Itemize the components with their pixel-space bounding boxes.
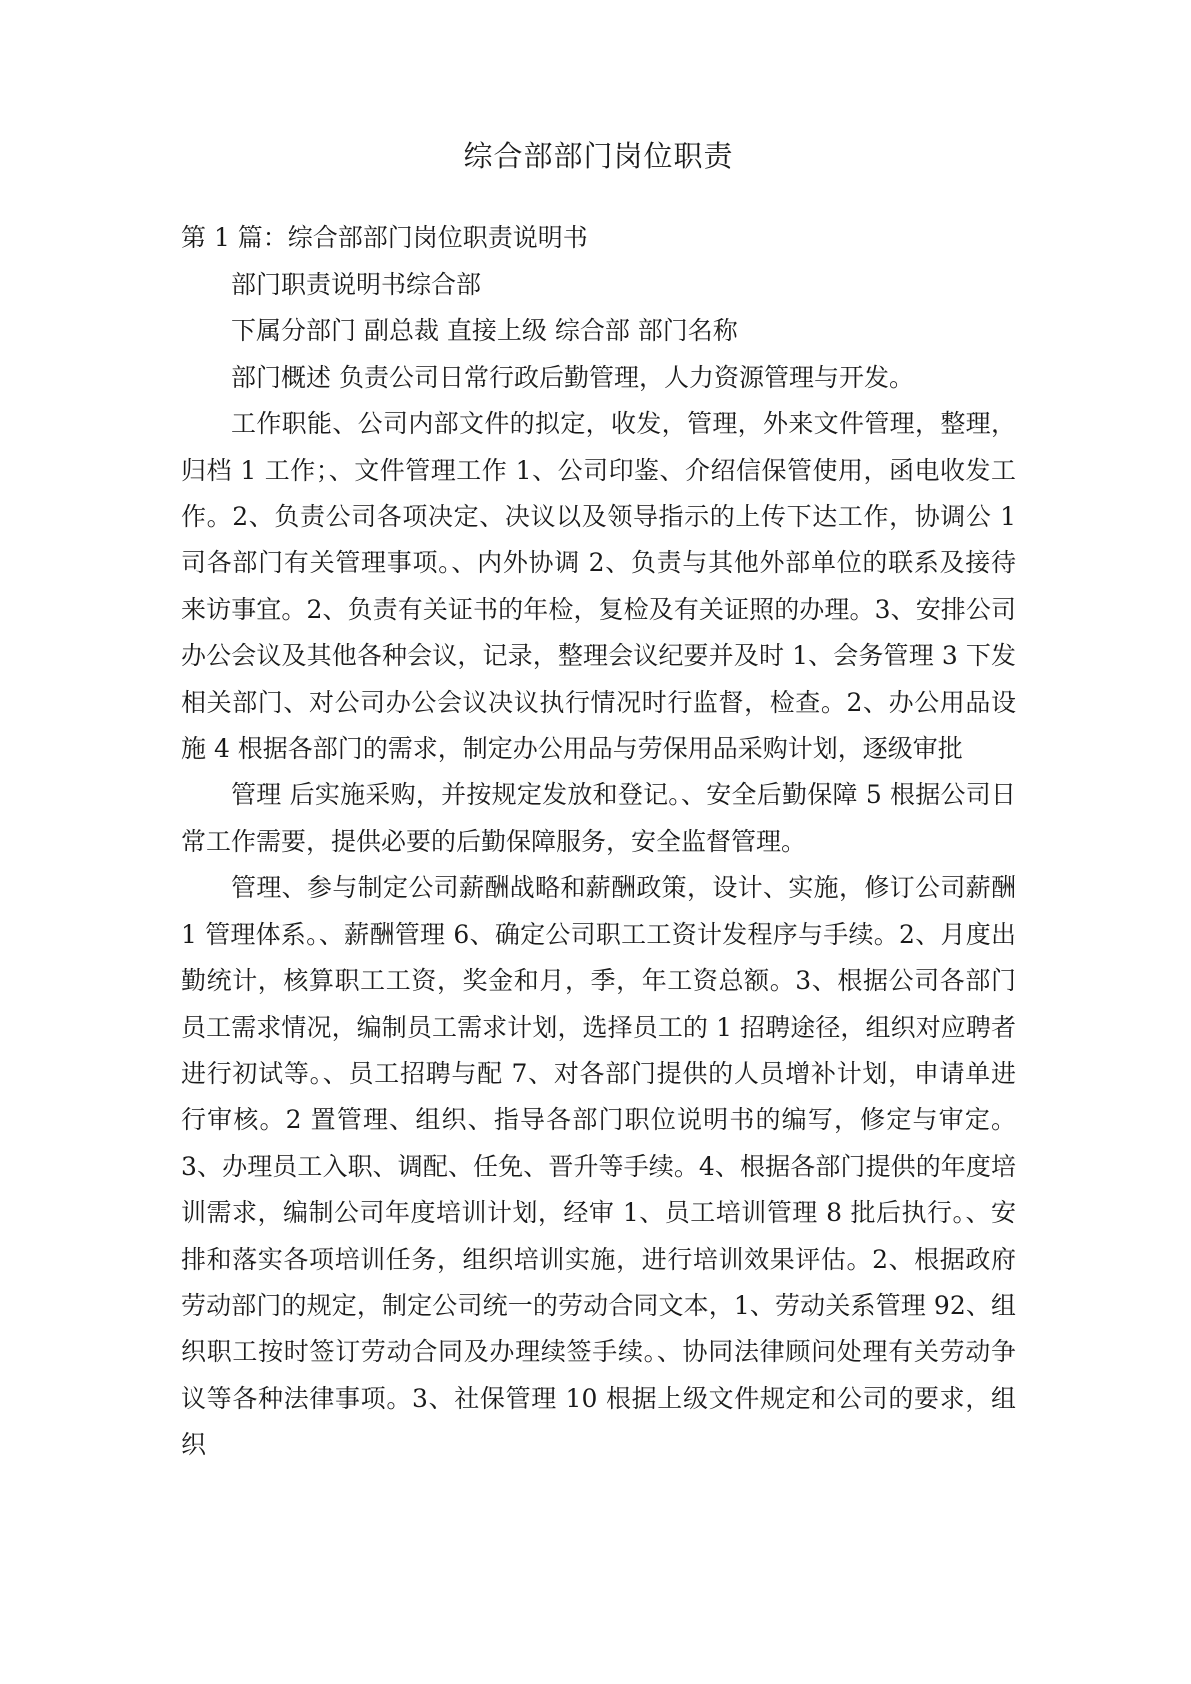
paragraph: 部门职责说明书综合部 — [231, 270, 482, 299]
document-title: 综合部部门岗位职责 — [463, 139, 734, 173]
paragraph: 管理、参与制定公司薪酬战略和薪酬政策，设计、实施，修订公司薪酬 1 管理体系。、薪酬管理 6、确定公司职工工资计发程序与手续。2、月度出勤统计，核算职工工资，奖金和月，季，年工资总额。3、根据公司各部门员工需求情况，编制员工需求计划，选择员工的 1 招聘途径，组织对应聘者进行初试等。、员工招聘与配 7、对各部门提供的人员增补计划，申请单进行审核。2 置管理、组织、指导各部门职位说明书的编写，修定与审定。3、办理员工入职、调配、任免、晋升等手续。4、根据各部门提供的年度培训需求，编制公司年度培训计划，经审 1、员工培训管理 8 批后执行。、安排和落实各项培训任务，组织培训实施，进行培训效果评估。2、根据政府劳动部门的规定，制定公司统一的劳动合同文本，1、劳动关系管理 92、组织职工按时签订劳动合同及办理续签手续。、协同法律顾问处理有关劳动争议等各种法律事项。3、社保管理 10 根据上级文件规定和公司的要求，组织 — [181, 873, 1016, 1460]
paragraph: 部门概述 负责公司日常行政后勤管理，人力资源管理与开发。 — [231, 362, 914, 392]
paragraph: 工作职能、公司内部文件的拟定，收发，管理，外来文件管理，整理，归档 1 工作；、文件管理工作 1、公司印鉴、介绍信保管使用，函电收发工作。2、负责公司各项决定、决议以及领导指示的上传下达工作，协调公 1 司各部门有关管理事项。、内外协调 2、负责与其他外部单位的联系及接待来访事宜。2、负责有关证书的年检，复检及有关证照的办理。3、安排公司办公会议及其他各种会议，记录，整理会议纪要并及时 1、会务管理 3 下发相关部门、对公司办公会议决议执行情况时行监督，检查。2、办公用品设施 4 根据各部门的需求，制定办公用品与劳保用品采购计划，逐级审批 — [181, 409, 1016, 764]
document-body — [181, 262, 1016, 1469]
paragraph: 管理 后实施采购，并按规定发放和登记。、安全后勤保障 5 根据公司日常工作需要，提供必要的后勤保障服务，安全监督管理。 — [181, 780, 1016, 856]
section-heading: 第 1 篇：综合部部门岗位职责说明书 — [181, 223, 588, 252]
paragraph: 下属分部门 副总裁 直接上级 综合部 部门名称 — [231, 316, 738, 346]
